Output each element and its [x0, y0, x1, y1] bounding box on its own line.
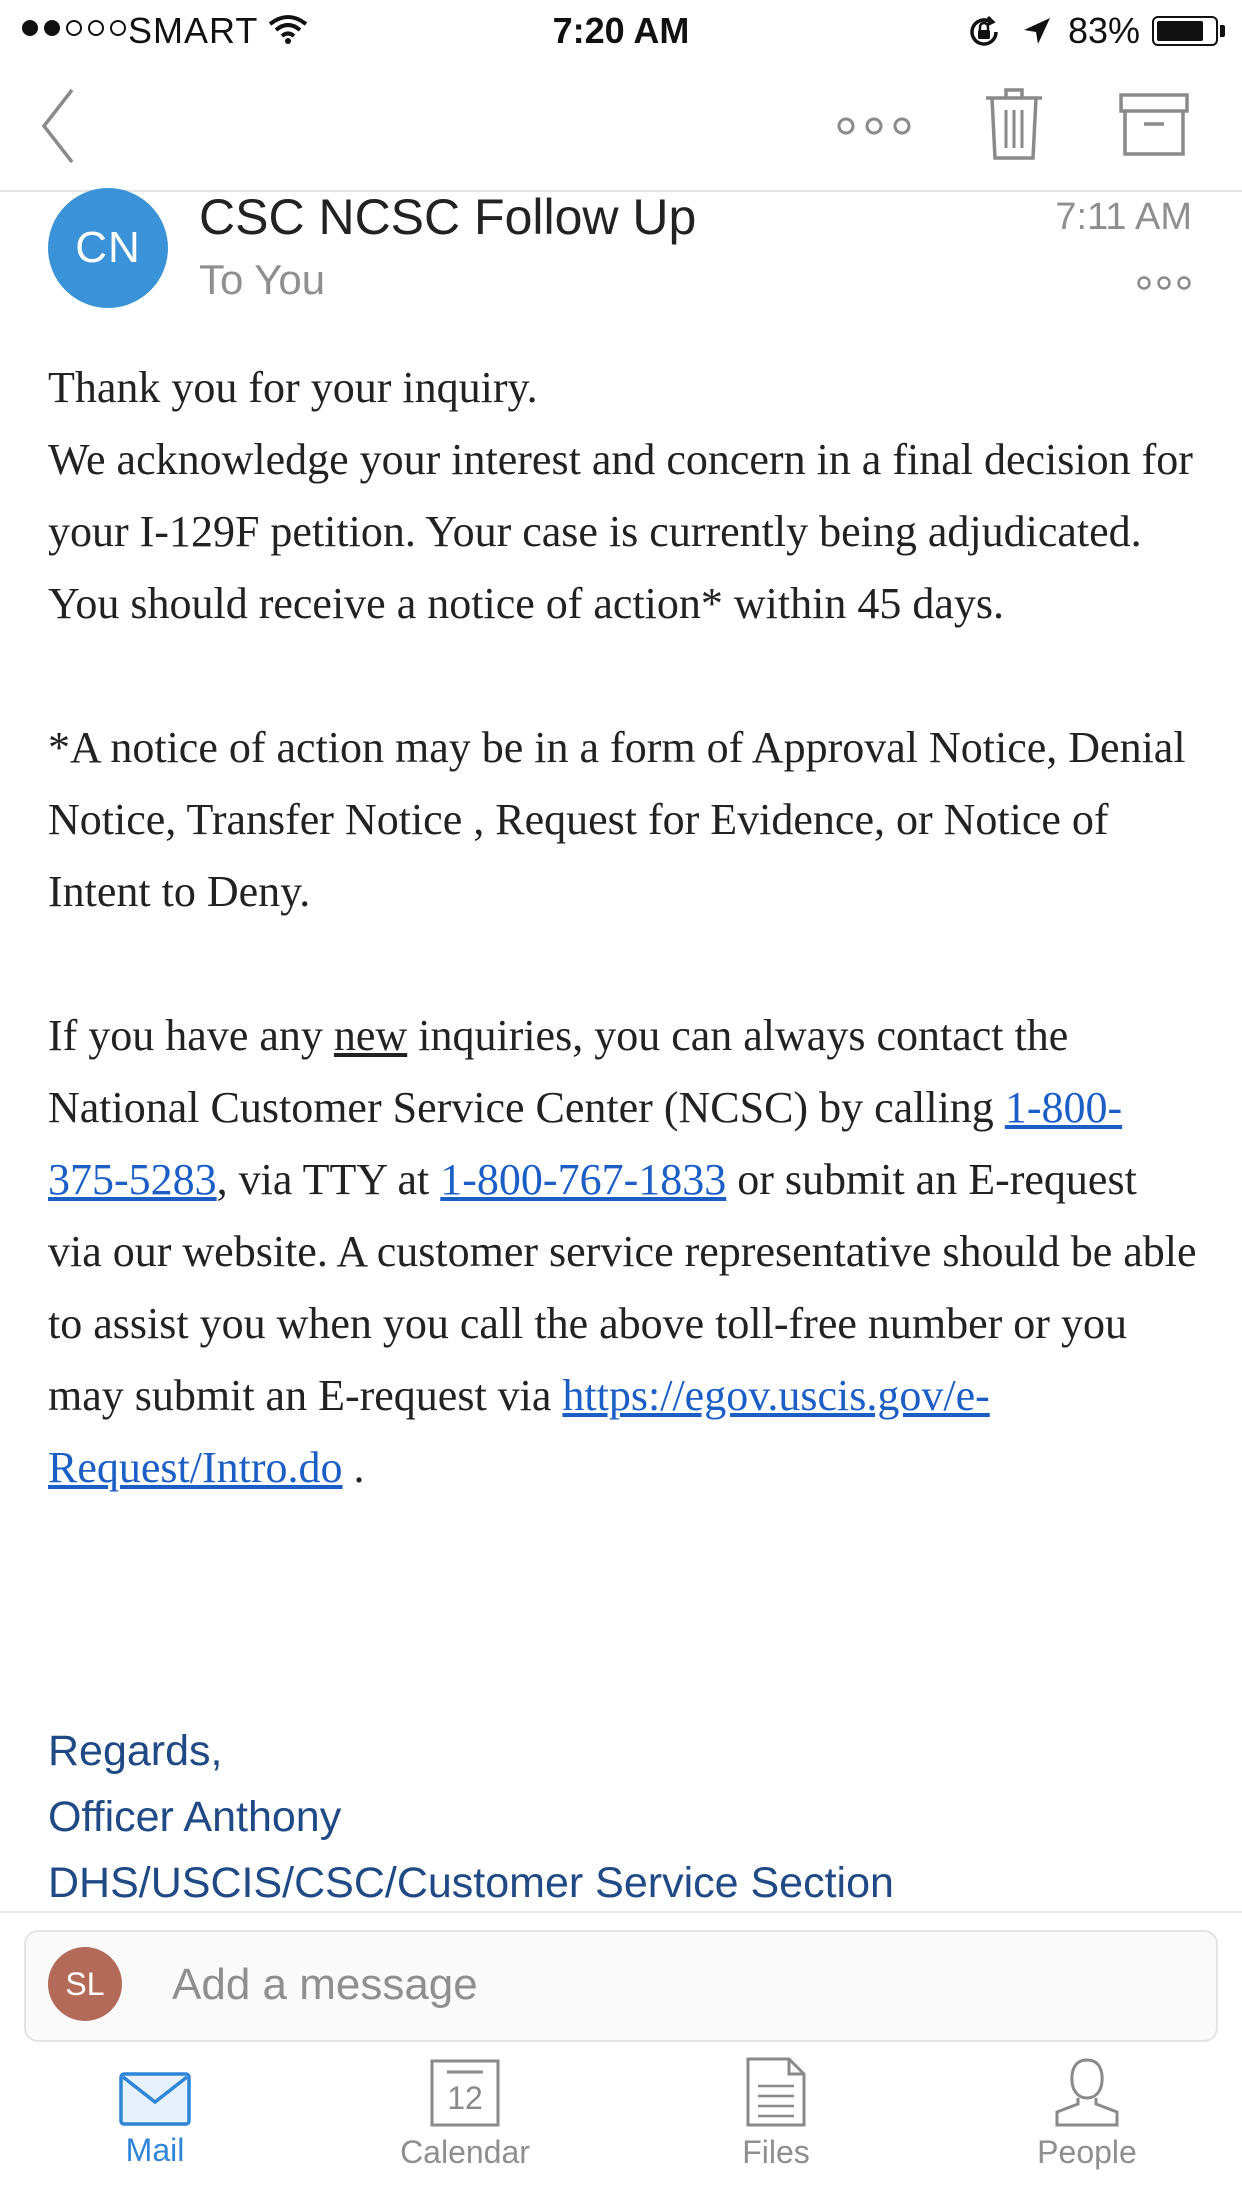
body-text: or submit an E-request via our website. A customer service representative should be able to assist you when you call the above toll-free number or you may submit an E-request via — [48, 1155, 1197, 1420]
trash-icon[interactable] — [982, 86, 1046, 162]
message-body — [48, 352, 1198, 1504]
tab-calendar[interactable] — [365, 2072, 565, 2171]
body-text: If you have any — [48, 1011, 334, 1060]
status-bar — [0, 0, 1242, 62]
mail-icon — [119, 2072, 191, 2126]
people-icon — [1053, 2056, 1121, 2128]
battery-tip — [1220, 25, 1225, 37]
body-text: We acknowledge your interest and concern in a final decision for your I-129F petition. Your case is currently being adjudicated. You should receive a notice of action* within 45 days. — [48, 435, 1193, 628]
battery-level — [1157, 21, 1203, 41]
signature-line: DHS/USCIS/CSC/Customer Service Section — [48, 1859, 894, 1907]
calendar-icon — [429, 2058, 501, 2128]
location-arrow-icon — [1022, 16, 1052, 46]
message-subject: CSC NCSC Follow Up — [199, 189, 697, 245]
tab-label: Files — [742, 2134, 810, 2170]
tab-label: People — [1037, 2134, 1137, 2170]
tab-mail[interactable] — [55, 2072, 255, 2169]
url-link[interactable]: https://egov.uscis.gov/e-Request/Intro.do — [48, 1371, 990, 1492]
tab-people[interactable] — [987, 2072, 1187, 2171]
chevron-left-icon[interactable] — [38, 86, 78, 166]
body-text: inquiries, you can always contact the National Customer Service Center (NCSC) by calling — [48, 1011, 1069, 1132]
signature-line: Regards, — [48, 1727, 223, 1775]
more-horizontal-icon[interactable] — [834, 114, 914, 138]
status-time: 7:20 AM — [552, 10, 690, 51]
body-paragraph: *A notice of action may be in a form of Approval Notice, Denial Notice, Transfer Notice , Request for Evidence, or Notice of Intent to Deny. — [48, 723, 1186, 916]
tty-phone-link[interactable]: 1-800-767-1833 — [440, 1155, 727, 1204]
body-text: Thank you for your inquiry. — [48, 363, 538, 412]
underlined-text: new — [333, 1011, 408, 1060]
tab-label: Calendar — [400, 2134, 530, 2170]
tab-label: Mail — [125, 2132, 185, 2168]
carrier-name: SMART — [128, 10, 259, 51]
user-avatar: SL — [48, 1947, 122, 2021]
orientation-lock-icon — [966, 14, 1002, 50]
body-text: . — [342, 1443, 365, 1492]
battery-icon — [1152, 16, 1218, 46]
phone-link[interactable]: 1-800-375-5283 — [48, 1083, 1123, 1204]
battery-percent: 83% — [1068, 10, 1141, 51]
calendar-date: 12 — [447, 2080, 483, 2116]
sender-avatar[interactable]: CN — [48, 188, 168, 308]
files-icon — [745, 2056, 807, 2128]
signature-line: Officer Anthony — [48, 1793, 342, 1841]
message-more-icon[interactable] — [1136, 274, 1192, 292]
message-toolbar — [0, 64, 1242, 192]
message-input[interactable]: Add a message — [172, 1960, 478, 2009]
body-paragraph — [48, 1000, 1198, 1504]
archive-icon[interactable] — [1118, 92, 1190, 158]
body-text: , via TTY at — [216, 1155, 441, 1204]
tab-files[interactable] — [676, 2072, 876, 2171]
message-recipient[interactable]: To You — [199, 256, 326, 303]
signature — [48, 1718, 894, 1916]
divider — [0, 1911, 1242, 1913]
body-paragraph — [48, 352, 1198, 640]
message-time: 7:11 AM — [1055, 196, 1192, 238]
